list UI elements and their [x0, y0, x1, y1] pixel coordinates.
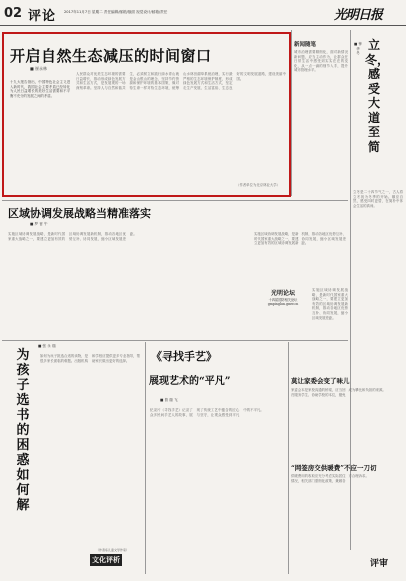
box-right2-title: “网签房交供暖费”不应一刀切	[291, 464, 377, 472]
section4-title-line2: 展现艺术的“平凡”	[149, 376, 231, 387]
lead-article-note: （作者单位为北京林业大学）	[236, 183, 281, 187]
newspaper-logo: 光明日报	[334, 8, 383, 23]
page-number: 02	[4, 6, 23, 21]
emblem-side-body: 实施区域协调发展战略，是新时代国家重大战略之一，要建立更加有效的区域协调发展新机制，推动各地区优势互补、协同发展，缩小区域发展差距。	[312, 288, 348, 320]
section2-right-body: 实施区域协调发展战略，是新时代国家重大战略之一，要建立更加有效的区域协调发展新机制，推动各地区优势互补、协同发展，缩小区域发展差距。	[254, 232, 346, 246]
news-column-head: 新闻随笔	[294, 42, 317, 48]
lead-article-byline: ■ 崔永林	[30, 66, 48, 71]
section2-body: 实施区域协调发展战略，是新时代国家重大战略之一，要建立更加有效的区域协调发展新机制，推动各地区优势互补、协同发展，缩小区域发展差距。	[8, 232, 137, 241]
column-divider	[291, 30, 292, 196]
section2-byline: ■ 罗 晋 午	[30, 222, 48, 226]
box-right1-title: 莫让家委会变了味儿	[291, 377, 350, 385]
section3-note: （作者系儿童文学作家）	[96, 548, 130, 552]
lead-article-body: 人民群众对优美生态环境的需要日益增长，推动形成绿色发展方式和生活方式，是发展观的一场深刻革命。坚持人与自然和谐共生，必须树立和践行绿水青山就是金山银山的理念，坚持节约资源和保护环境的基本国策，像对待生命一样对待生态环境，统筹山水林田湖草系统治理，实行最严格的生态环境保护制度，形成绿色发展方式和生活方式，坚定走生产发展、生活富裕、生态良好的文明发展道路，建设美丽中国。	[76, 72, 286, 90]
forum-emblem	[258, 288, 308, 332]
lead-article-summary: 十九大报告指出，中国特色社会主义进入新时代，我国社会主要矛盾已经转化为人民日益增长的美好生活需要和不平衡不充分的发展之间的矛盾。	[10, 80, 70, 98]
right-column-byline: ■ 钟 华 冬	[354, 42, 362, 55]
right-column-body: 立冬是二十四节气之一，古人将立冬视为冬季的开始。顺应自然，感受四时更替，在简朴中体会生活的真谛。	[353, 190, 403, 208]
section3-byline: ■ 张 永 瑞	[38, 344, 56, 348]
forum-emblem-title: 光明论坛	[270, 290, 295, 297]
box-right1-body: 家委会本是家校沟通的桥梁，应当回归服务学生、协助学校的本位，避免成为攀比和负担的来源。	[291, 388, 386, 397]
section3-body: 如何为孩子挑选合适的读物，是很多家长面临的难题。出版机构和学校应提供更多专业指导，帮助家长做出更好的选择。	[40, 354, 140, 363]
forum-emblem-url: gmpinglun.gmw.cn	[267, 302, 299, 306]
culture-review-brand: 文化评析	[92, 555, 120, 564]
section4-title-line1: 《寻找手艺》	[151, 350, 217, 363]
review-brand: 评审	[370, 559, 389, 569]
right-column-title: 立冬，感受大道至简	[365, 38, 390, 154]
section-divider	[2, 200, 348, 201]
section-divider	[2, 340, 348, 341]
section4-body: 纪录片《寻找手艺》记录了众多民间手艺人的故事，展现了传统工艺中蕴含的匠心与坚守，让观众感受到平凡中的不平凡。	[150, 408, 264, 417]
lead-article-title: 开启自然生态减压的时间窗口	[10, 47, 212, 65]
column-divider	[145, 342, 146, 574]
section4-byline: ■ 曾 瑞 飞	[160, 398, 178, 402]
box-right2-body: 供暖费用的收取应充分考虑实际居住情况，相关部门需细化政策，兼顾各方合理诉求。	[291, 474, 369, 483]
forum-emblem-subtitle: 十四届国防相关论坛	[268, 298, 298, 302]
column-divider	[288, 342, 289, 574]
section-name: 评论	[28, 9, 57, 24]
section2-title: 区域协调发展战略当精准落实	[8, 207, 151, 220]
section3-title: 为孩子选书的困惑如何解	[16, 348, 30, 513]
news-column-body: 城市治理需要精细化，面对新情况新问题，应当主动作为，让群众在日常生活中感受到实实在在的变化，从一点一滴的细节入手，提升城市管理水平。	[294, 50, 348, 73]
issue-meta: 2017年11月7日 星期二 责任编辑/邮箱/版面 视觉设计/邮箱/责任	[64, 10, 168, 14]
column-divider	[350, 30, 351, 550]
